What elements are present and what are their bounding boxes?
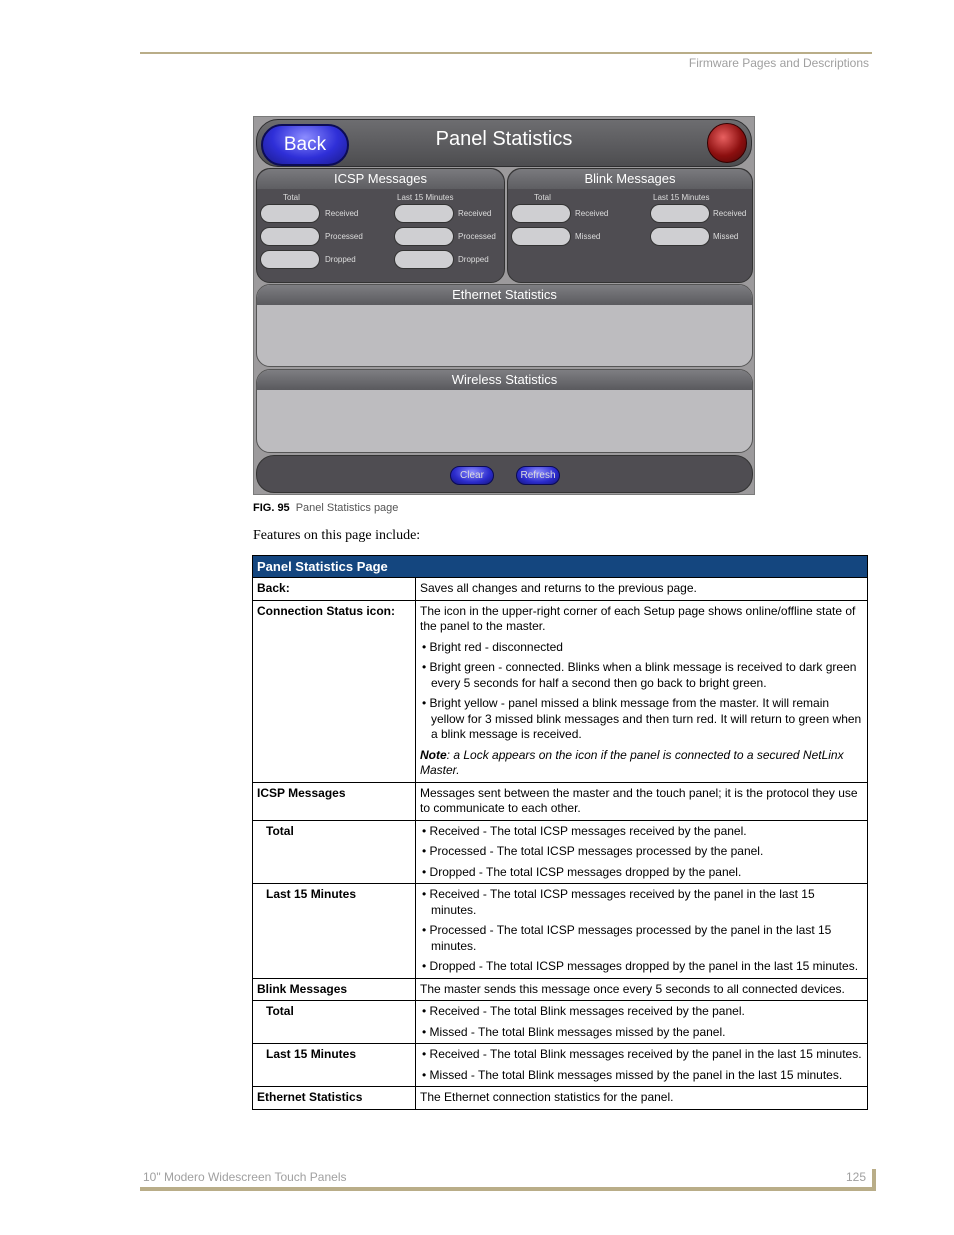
field-label: Received [575, 209, 609, 218]
field-label: Processed [325, 232, 363, 241]
ethernet-heading: Ethernet Statistics [257, 285, 752, 305]
table-row [253, 782, 868, 820]
row-description [416, 600, 868, 782]
row-description [416, 578, 868, 601]
table-row [253, 1044, 868, 1087]
table-row [253, 820, 868, 884]
panel-statistics-screen [253, 116, 755, 495]
footer-rule-corner [872, 1169, 876, 1191]
blink-last15-label: Last 15 Minutes [653, 193, 710, 202]
bullet-item [420, 865, 863, 881]
bullet-item [420, 1068, 863, 1084]
blink-last15-received-field [650, 204, 710, 223]
note-label: Note [420, 747, 447, 762]
bullet-text: Dropped - The total ICSP messages dropped by the panel. [429, 864, 742, 879]
bullet-text: Bright green - connected. Blinks when a blink message is received to dark green every 5 seconds for half a second then go back to bright green. [429, 660, 857, 690]
bullet-marker: • [422, 844, 430, 858]
bullet-item [420, 1004, 863, 1020]
bullet-text: Processed - The total ICSP messages processed by the panel in the last 15 minutes. [429, 923, 832, 953]
table-header-row [253, 556, 868, 578]
field-label: Dropped [458, 255, 489, 264]
wireless-statistics-box [256, 369, 753, 453]
blink-total-missed-field [511, 227, 571, 246]
row-term: Blink Messages [253, 978, 416, 1001]
figure-caption-text: Panel Statistics page [295, 502, 399, 514]
description-text: Messages sent between the master and the touch panel; it is the protocol they use to communicate to each other. [420, 785, 858, 815]
bullet-item [420, 1025, 863, 1041]
bullet-item [420, 640, 863, 656]
table-row [253, 978, 868, 1001]
field-label: Received [325, 209, 359, 218]
row-description [416, 1001, 868, 1044]
bullet-marker: • [422, 864, 430, 879]
row-term: Last 15 Minutes [253, 1044, 416, 1087]
icsp-total-processed-field [260, 227, 320, 246]
title-bar [256, 119, 752, 167]
icsp-last15-received-field [394, 204, 454, 223]
screen-title: Panel Statistics [435, 128, 573, 150]
row-term: Total [253, 820, 416, 884]
bullet-text: Received - The total ICSP messages received by the panel. [429, 823, 747, 838]
clear-button[interactable]: Clear [450, 466, 494, 485]
row-description [416, 820, 868, 884]
bullet-marker: • [422, 639, 430, 654]
bullet-text: Bright red - disconnected [429, 639, 563, 654]
bullet-item [420, 844, 863, 860]
field-label: Missed [575, 232, 601, 241]
bullet-marker: • [422, 823, 430, 838]
icsp-last15-label: Last 15 Minutes [397, 193, 454, 202]
blink-heading: Blink Messages [508, 169, 752, 189]
table-row [253, 884, 868, 979]
icsp-total-received-field [260, 204, 320, 223]
blink-last15-missed-field [650, 227, 710, 246]
icsp-total-dropped-field [260, 250, 320, 269]
ethernet-statistics-box [256, 284, 753, 367]
blink-total-received-field [511, 204, 571, 223]
field-label: Dropped [325, 255, 356, 264]
note-text: : a Lock appears on the icon if the panel is connected to a secured NetLinx Master. [420, 747, 844, 777]
bullet-item [420, 923, 863, 954]
blink-total-label: Total [534, 193, 551, 202]
bullet-marker: • [422, 1047, 430, 1061]
connection-status-icon [707, 123, 747, 163]
note [420, 748, 863, 779]
table-row [253, 600, 868, 782]
bullet-item [420, 660, 863, 691]
icsp-messages-box [256, 168, 505, 283]
figure-number: FIG. 95 [253, 502, 290, 514]
bullet-marker: • [422, 660, 430, 674]
description-text: The icon in the upper-right corner of each Setup page shows online/offline state of the panel to the master. [420, 603, 856, 633]
description-text: Saves all changes and returns to the previous page. [420, 581, 697, 595]
bullet-marker: • [422, 1004, 430, 1018]
table-heading: Panel Statistics Page [253, 556, 868, 578]
bullet-marker: • [422, 1067, 430, 1082]
row-term: Total [253, 1001, 416, 1044]
bullet-text: Missed - The total Blink messages missed by the panel in the last 15 minutes. [429, 1067, 843, 1082]
features-table [252, 555, 868, 1110]
bottom-button-bar [256, 455, 753, 493]
bullet-marker: • [422, 887, 430, 901]
row-term: Ethernet Statistics [253, 1087, 416, 1110]
bullet-text: Missed - The total Blink messages missed by the panel. [429, 1024, 726, 1039]
refresh-button[interactable]: Refresh [516, 466, 560, 485]
row-term: Last 15 Minutes [253, 884, 416, 979]
row-description [416, 1044, 868, 1087]
icsp-last15-processed-field [394, 227, 454, 246]
intro-text: Features on this page include: [253, 528, 421, 543]
header-rule [140, 52, 872, 54]
icsp-last15-dropped-field [394, 250, 454, 269]
figure-caption [253, 502, 398, 514]
page-number: 125 [846, 1170, 867, 1184]
running-header: Firmware Pages and Descriptions [688, 56, 869, 70]
table-row [253, 578, 868, 601]
icsp-total-label: Total [283, 193, 300, 202]
field-label: Received [458, 209, 492, 218]
table-body [253, 578, 868, 1110]
field-label: Missed [713, 232, 739, 241]
bullet-item [420, 824, 863, 840]
row-term: Back: [253, 578, 416, 601]
table-row [253, 1087, 868, 1110]
blink-messages-box [507, 168, 753, 283]
bullet-item [420, 1047, 863, 1063]
bullet-marker: • [422, 959, 430, 973]
bullet-item [420, 696, 863, 743]
row-description [416, 1087, 868, 1110]
description-text: The master sends this message once every 5 seconds to all connected devices. [420, 981, 845, 996]
bullet-marker: • [422, 1024, 430, 1039]
wireless-heading: Wireless Statistics [257, 370, 752, 390]
footer-rule [140, 1187, 876, 1191]
footer-title: 10" Modero Widescreen Touch Panels [143, 1170, 347, 1184]
bullet-item [420, 887, 863, 918]
bullet-text: Received - The total Blink messages received by the panel in the last 15 minutes. [429, 1047, 862, 1061]
bullet-text: Processed - The total ICSP messages processed by the panel. [429, 844, 764, 858]
icsp-heading: ICSP Messages [257, 169, 504, 189]
bullet-text: Bright yellow - panel missed a blink message from the master. It will remain yellow for 3 missed blink messages and then turn red. It will return to green when a blink message is received. [429, 696, 862, 741]
bullet-marker: • [422, 923, 430, 937]
bullet-text: Dropped - The total ICSP messages dropped by the panel in the last 15 minutes. [429, 959, 859, 973]
row-description [416, 978, 868, 1001]
bullet-text: Received - The total ICSP messages received by the panel in the last 15 minutes. [429, 887, 815, 917]
row-description [416, 884, 868, 979]
row-description [416, 782, 868, 820]
field-label: Processed [458, 232, 496, 241]
description-text: The Ethernet connection statistics for the panel. [420, 1090, 674, 1104]
bullet-marker: • [422, 696, 430, 710]
bullet-text: Received - The total Blink messages received by the panel. [429, 1004, 745, 1018]
row-term: Connection Status icon: [253, 600, 416, 782]
bullet-item [420, 959, 863, 975]
row-term: ICSP Messages [253, 782, 416, 820]
back-button[interactable]: Back [261, 124, 349, 166]
field-label: Received [713, 209, 747, 218]
table-row [253, 1001, 868, 1044]
